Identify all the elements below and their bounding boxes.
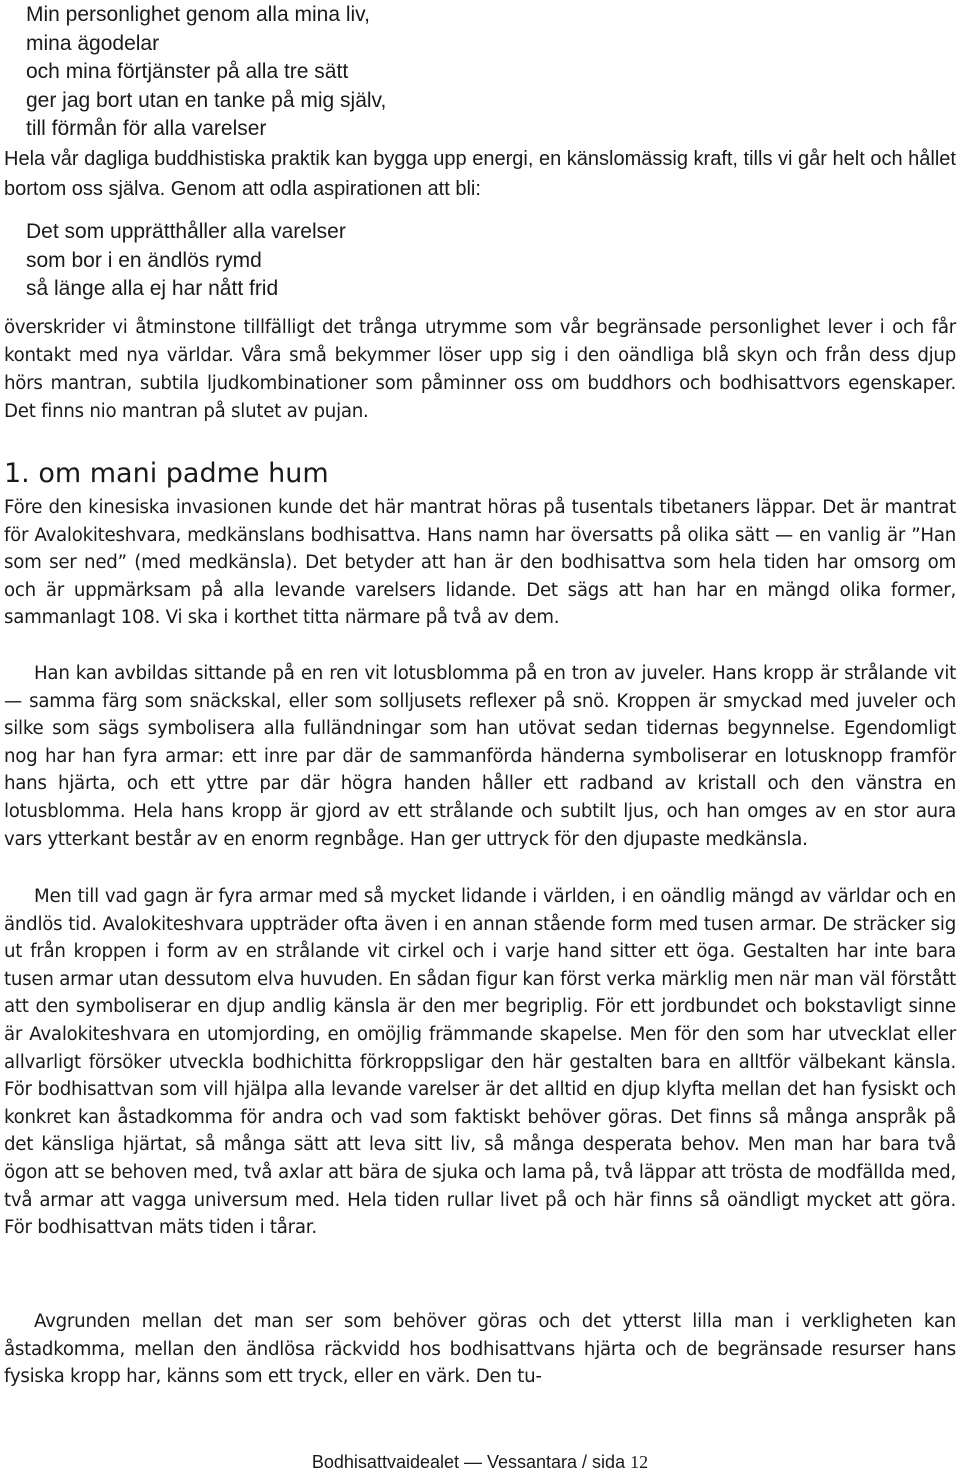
verse-line: Min personlighet genom alla mina liv,	[26, 3, 370, 26]
page-footer	[0, 1450, 960, 1474]
verse-line: och mina förtjänster på alla tre sätt	[26, 60, 349, 83]
verse-line: Det som upprätthåller alla varelser	[26, 220, 346, 243]
footer-title: Bodhisattvaidealet — Vessantara / sida	[311, 1452, 626, 1472]
aspiration-verse	[26, 218, 346, 304]
body-paragraph: Före den kinesiska invasionen kunde det här mantrat höras på tusentals tibetaners läppar. Det är mantrat för Avalokiteshvara, medkänslans bodhisattva. Hans namn har översatts på olika sätt — en vanlig är ”Han som ser ned” (med medkänsla). Det betyder att han är den bodhisattva som hela tiden har omsorg om och är uppmärksam på alla levande varelsers lidande. Det sägs att han har en mängd olika former, sammanlagt 108. Vi ska i korthet titta närmare på två av dem.	[4, 497, 956, 629]
verse-line: till förmån för alla varelser	[26, 117, 267, 140]
page-number: 12	[630, 1452, 649, 1472]
paragraph-after-verse: överskrider vi åtminstone tillfälligt det trånga utrymme som vår begränsade personlighet lever i och får kontakt med nya världar. Våra små bekymmer löser upp sig i den oändliga blå skyn och från dess djup hörs mantran, subtila ljudkombinationer som påminner oss om buddhors och bodhisattvors egenskaper. Det finns nio mantran på slutet av pujan.	[4, 317, 956, 422]
section-heading: 1. om mani padme hum	[4, 458, 329, 489]
verse-line: mina ägodelar	[26, 31, 160, 55]
dedication-verse	[26, 1, 386, 144]
body-paragraph: Han kan avbildas sittande på en ren vit lotusblomma på en tron av juveler. Hans kropp är strålande vit — samma färg som snäckskal, eller som solljusets reflexer på snö. Kroppen är smyckad med juveler och silke som sägs symbolisera alla fulländningar som han utövat sedan tidernas begynnelse. Egendomligt nog har han fyra armar: ett inre par där de sammanförda händerna symboliserar en lotusknopp framför hans hjärta, och ett yttre par där högra handen håller ett radband av kristall och den vänstra en lotusblomma. Hela hans kropp är gjord av ett strålande och subtilt ljus, och han omges av en stor aura vars ytterkant består av en enorm regnbåge. Han ger uttryck för den djupaste medkänsla.	[4, 663, 956, 850]
verse-line: som bor i en ändlös rymd	[26, 248, 262, 272]
verse-line: så länge alla ej har nått frid	[26, 277, 279, 300]
verse-line: ger jag bort utan en tanke på mig själv,	[26, 88, 387, 112]
intro-paragraph: Hela vår dagliga buddhistiska praktik kan bygga upp energi, en känslomässig kraft, tills vi går helt och hållet bortom oss själva. Genom att odla aspirationen att bli:	[4, 148, 956, 200]
body-paragraph: Men till vad gagn är fyra armar med så mycket lidande i världen, i en oändlig mängd av världar och en ändlös tid. Avalokiteshvara uppträder ofta även i en annan stående form med tusen armar. De sträcker sig ut från kroppen i form av en strålande vit cirkel och i varje hand sitter ett öga. Gestalten har inte bara tusen armar utan dessutom elva huvuden. En sådan figur kan först verka märklig men när man väl förstått att den symboliserar en djup andlig känsla är den mer begriplig. För ett jordbundet och bokstavligt sinne är Avalokiteshvara en utomjording, en omöjlig främmande skapelse. Men för den som har utvecklat eller allvarligt försöker utveckla bodhichitta förkroppsligar den här gestalten bara en alltför välbekant känsla. För bodhisattvan som vill hjälpa alla levande varelser är det alltid en djup klyfta mellan det han fysiskt och konkret kan åstadkomma för andra och vad som faktiskt behöver göras. Det finns så många anspråk på det känsliga hjärtat, så många sätt att leva sitt liv, så många desperata behov. Men man har bara två ögon att se behoven med, två axlar att bära de sjuka och lama på, två läppar att trösta de modfällda med, två armar att vagga universum med. Hela tiden rullar livet på och här finns så oändligt mycket att göra. För bodhisattvan mäts tiden i tårar.	[4, 886, 956, 1239]
body-paragraph: Avgrunden mellan det man ser som behöver göras och det ytterst lilla man i verkligheten kan åstadkomma, mellan den ändlösa räckvidd hos bodhisattvans hjärta och de begränsade resurser hans fysiska kropp har, känns som ett tryck, eller en värk. Den tu-	[4, 1311, 956, 1388]
